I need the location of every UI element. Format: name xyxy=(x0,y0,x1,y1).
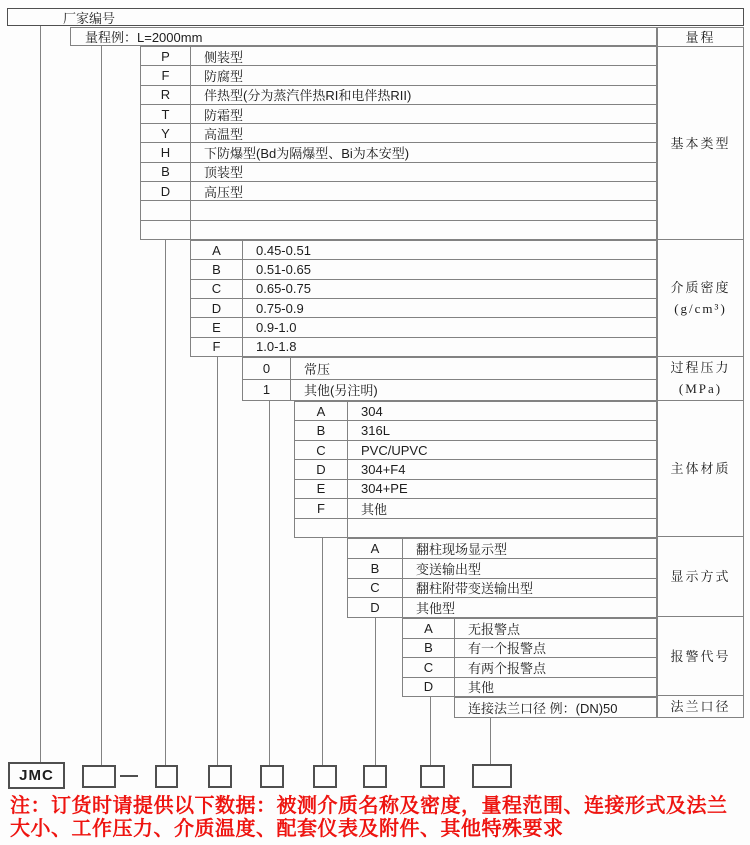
code-cell: D xyxy=(141,182,191,200)
material-table xyxy=(294,401,657,538)
code-box-flange xyxy=(472,764,512,788)
code-cell: R xyxy=(141,86,191,104)
code-box-display-mode xyxy=(363,765,387,788)
code-box-range xyxy=(82,765,116,788)
section-label-basic-type: 基本类型 xyxy=(658,47,743,240)
table-row xyxy=(191,241,656,259)
code-cell: F xyxy=(295,499,348,517)
code-cell: B xyxy=(403,639,455,658)
code-cell: F xyxy=(191,338,243,356)
desc-cell: 伴热型(分为蒸汽伴热RI和电伴热RII) xyxy=(204,88,412,104)
code-cell: E xyxy=(191,318,243,336)
table-row xyxy=(141,162,656,181)
factory-number-label: 厂家编号 xyxy=(63,10,116,26)
code-box-alarm xyxy=(420,765,445,788)
code-cell: E xyxy=(295,480,348,498)
desc-cell xyxy=(191,201,656,219)
desc-cell: 304+F4 xyxy=(361,461,406,477)
connector-line-range xyxy=(101,46,102,765)
flange-size-row xyxy=(454,697,657,718)
code-cell: T xyxy=(141,105,191,123)
desc-cell xyxy=(348,519,656,537)
table-row xyxy=(191,279,656,298)
connector-line-density xyxy=(217,357,218,765)
connector-line-display xyxy=(375,618,376,765)
desc-cell: 316L xyxy=(361,423,390,439)
table-row xyxy=(191,259,656,278)
desc-cell: 其他 xyxy=(468,680,495,696)
desc-cell: 304 xyxy=(361,403,383,419)
table-row xyxy=(141,142,656,161)
code-cell: A xyxy=(348,539,403,558)
connector-line-alarm xyxy=(430,697,431,765)
table-row xyxy=(403,657,656,677)
desc-cell: 翻柱附带变送输出型 xyxy=(416,581,534,597)
table-row xyxy=(243,358,656,379)
ordering-note-line1: 注：订货时请提供以下数据：被测介质名称及密度，量程范围、连接形式及法兰 xyxy=(10,795,728,817)
desc-cell: 0.65-0.75 xyxy=(256,281,311,297)
display-mode-table xyxy=(347,538,657,618)
code-cell: C xyxy=(191,280,243,298)
code-cell: B xyxy=(348,559,403,578)
desc-cell: 无报警点 xyxy=(468,621,521,637)
table-row xyxy=(141,220,656,239)
range-example-row xyxy=(70,27,657,46)
code-cell: C xyxy=(295,441,348,459)
connector-line-basic-type xyxy=(165,240,166,765)
code-cell: C xyxy=(403,658,455,677)
code-cell: 0 xyxy=(243,358,291,379)
desc-cell: 防腐型 xyxy=(204,68,244,84)
desc-cell: 高压型 xyxy=(204,184,244,200)
table-row xyxy=(141,47,656,65)
code-cell: B xyxy=(141,163,191,181)
section-label-pressure: 过程压力 (MPa) xyxy=(658,357,743,401)
pressure-table xyxy=(242,357,657,401)
ordering-note-line2: 大小、工作压力、介质温度、配套仪表及附件、其他特殊要求 xyxy=(10,818,564,840)
table-row xyxy=(403,638,656,658)
code-cell: F xyxy=(141,66,191,84)
desc-cell: 防霜型 xyxy=(204,107,244,123)
desc-cell: 0.45-0.51 xyxy=(256,242,311,258)
code-box-pressure xyxy=(260,765,284,788)
table-row xyxy=(295,420,656,439)
desc-cell: 侧装型 xyxy=(204,49,244,65)
basic-type-table xyxy=(140,46,657,240)
code-box-density xyxy=(208,765,232,788)
code-cell xyxy=(141,221,191,239)
factory-number-box xyxy=(7,8,744,26)
table-row xyxy=(141,181,656,200)
density-table xyxy=(190,240,657,357)
alarm-code-table xyxy=(402,618,657,697)
code-cell xyxy=(295,519,348,537)
dash-separator xyxy=(120,775,138,777)
table-row xyxy=(348,578,656,598)
table-row xyxy=(295,498,656,517)
desc-cell: 高温型 xyxy=(204,126,244,142)
table-row xyxy=(295,479,656,498)
table-row xyxy=(295,402,656,420)
desc-cell: 有一个报警点 xyxy=(468,641,547,657)
range-example-label: 量程例：L=2000mm xyxy=(85,30,203,45)
connector-line-material xyxy=(322,538,323,765)
connector-line-flange xyxy=(490,718,491,765)
desc-cell: 连接法兰口径 例：(DN)50 xyxy=(468,701,618,716)
section-label-density: 介质密度 (g/cm³) xyxy=(658,240,743,357)
code-cell: D xyxy=(295,460,348,478)
desc-cell: 1.0-1.8 xyxy=(256,339,297,355)
desc-cell: 0.51-0.65 xyxy=(256,261,311,277)
table-row xyxy=(403,619,656,638)
desc-cell: 304+PE xyxy=(361,481,408,497)
code-cell: C xyxy=(348,579,403,598)
table-row xyxy=(191,337,656,356)
desc-cell xyxy=(191,221,656,239)
code-cell: Y xyxy=(141,124,191,142)
code-cell: B xyxy=(295,421,348,439)
ordering-note xyxy=(10,795,744,841)
table-row xyxy=(295,440,656,459)
code-cell: P xyxy=(141,47,191,65)
code-cell: A xyxy=(191,241,243,259)
table-row xyxy=(243,379,656,401)
desc-cell: PVC/UPVC xyxy=(361,442,428,458)
code-box-basic-type xyxy=(155,765,178,788)
desc-cell: 下防爆型(Bd为隔爆型、Bi为本安型) xyxy=(204,146,410,162)
section-label-alarm-code: 报警代号 xyxy=(658,617,743,696)
section-label-material: 主体材质 xyxy=(658,401,743,538)
section-label-flange-size: 法兰口径 xyxy=(670,699,731,714)
desc-cell: 0.9-1.0 xyxy=(256,319,297,335)
table-row xyxy=(141,104,656,123)
code-cell: 1 xyxy=(243,380,291,401)
table-row xyxy=(348,558,656,578)
code-cell: D xyxy=(403,678,455,697)
desc-cell: 顶装型 xyxy=(204,165,244,181)
desc-cell: 变送输出型 xyxy=(416,561,482,577)
table-row xyxy=(141,200,656,219)
connector-line-pressure xyxy=(269,401,270,765)
table-row xyxy=(295,518,656,537)
code-cell: A xyxy=(295,402,348,420)
code-cell: D xyxy=(191,299,243,317)
desc-cell: 常压 xyxy=(304,361,331,377)
desc-cell: 有两个报警点 xyxy=(468,660,547,676)
code-cell: B xyxy=(191,260,243,278)
table-row xyxy=(348,597,656,617)
table-row xyxy=(403,677,656,697)
table-row xyxy=(141,65,656,84)
code-cell: A xyxy=(403,619,455,638)
table-row xyxy=(141,85,656,104)
code-cell xyxy=(141,201,191,219)
code-cell: D xyxy=(348,598,403,617)
desc-cell: 其他(另注明) xyxy=(304,383,378,399)
code-box-material xyxy=(313,765,337,788)
desc-cell: 0.75-0.9 xyxy=(256,300,304,316)
desc-cell: 其他型 xyxy=(416,601,456,617)
model-prefix-box: JMC xyxy=(8,762,65,789)
desc-cell: 其他 xyxy=(361,501,388,517)
table-row xyxy=(141,123,656,142)
section-label-range: 量程 xyxy=(658,28,743,47)
section-label-display-mode: 显示方式 xyxy=(658,537,743,617)
desc-cell: 翻柱现场显示型 xyxy=(416,541,508,557)
table-row xyxy=(348,539,656,558)
table-row xyxy=(191,317,656,336)
table-row xyxy=(191,298,656,317)
table-row xyxy=(295,459,656,478)
section-label-column xyxy=(657,27,744,718)
connector-line-factory xyxy=(40,25,41,762)
code-cell: H xyxy=(141,143,191,161)
